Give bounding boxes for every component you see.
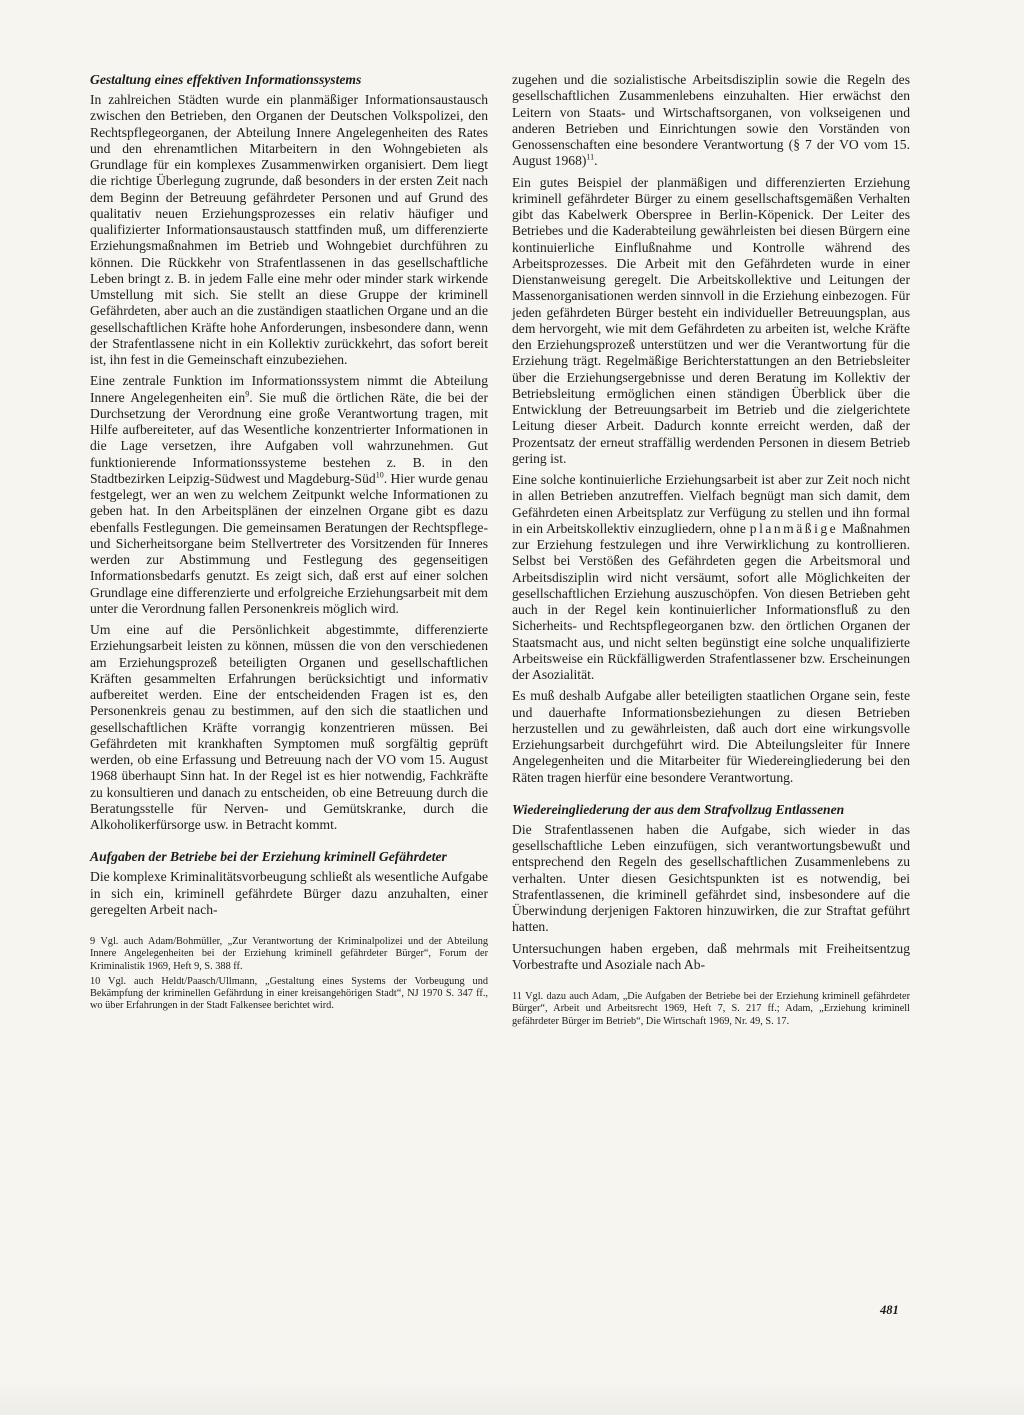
footnotes-right — [512, 991, 910, 1028]
section-heading-wiedereingliederung: Wiedereingliederung der aus dem Strafvollzug Entlassenen — [512, 801, 845, 817]
paragraph: Ein gutes Beispiel der planmäßigen und differenzierten Erziehung kriminell gefährdeter Bürger zu einem gesellschaftsgemäßen Verhalten gibt das Kabelwerk Oberspree in Berlin-Köpenick. Der Leiter des Betriebes und die Kaderabteilung gewährleisten bei diesen Bürgern eine kontinuierliche Einflußnahme und Kontrolle während des Arbeitsprozesses. Die Arbeit mit den Gefährdeten wurde in einer Dienstanweisung geregelt. Die Arbeitskollektive und Leitungen der Massenorganisationen werden sinnvoll in die Erziehung einbezogen. Für jeden gefährdeten Bürger besteht ein individueller Betreuungsplan, aus dem hervorgeht, wie mit dem Gefährdeten zu arbeiten ist, welche Kräfte den Erziehungsprozeß unterstützen und wer die Verantwortung für die Erziehung trägt. Regelmäßige Berichterstattungen an den Betriebsleiter über die Erziehungsergebnisse und deren Beratung im Kollektiv der Betriebsleitung ermöglichen einen ständigen Überblick über die Entwicklung der Betreuungsarbeit im Betrieb und die zielgerichtete Leitung dieser Arbeit. Dadurch konnte erreicht werden, daß der Prozentsatz der erneut straffällig werdenden Personen in diesem Betrieb gering ist. — [512, 174, 910, 466]
footnotes-left — [90, 936, 488, 1013]
footnote-9: 9 Vgl. auch Adam/Bohmüller, „Zur Verantwortung der Kriminalpolizei und der Abteilung Innere Angelegenheiten bei der Erziehung kriminell gefährdeter Bürger“, Forum der Kriminalistik 1969, Heft 9, S. 388 ff. — [90, 936, 488, 972]
footnote-10: 10 Vgl. auch Heldt/Paasch/Ullmann, „Gestaltung eines Systems der Vorbeugung und Bekämpfung der kriminellen Gefährdung in einer kreisangehörigen Stadt“, NJ 1970 S. 347 ff., wo über Erfahrungen in der Stadt Falkensee berichtet wird. — [90, 975, 488, 1012]
scan-shadow — [0, 1380, 1024, 1415]
footnote-ref: 11 — [586, 152, 595, 162]
text-run: Eine solche kontinuierliche Erziehungsarbeit ist aber zur Zeit noch nicht in allen Betrieben anzutreffen. Vielfach begnügt man sich damit, dem Gefährdeten einen Arbeitsplatz zur Verfügung zu stellen und ihn formal in ein Arbeitskollektiv einzugliedern, ohne — [512, 472, 910, 536]
text-run: Maßnahmen zur Erziehung festzulegen und ihre Verwirklichung zu kontrollieren. Selbst bei Verstößen des Gefährdeten gegen die Arbeitsmoral und Arbeitsdisziplin wird nicht versäumt, sofort alle Möglichkeiten der gesellschaftlichen Erziehung auszuschöpfen. Von diesen Betrieben geht auch in der Regel kein kontinuierlicher Informationsfluß zu den Sicherheits- und Rechtspflegeorganen bzw. den örtlichen Organen der Staatsmacht aus, und nicht selten begünstigt eine solche unqualifizierte Arbeitsweise ein Rückfälligwerden Strafentlassener bzw. Erscheinungen der Asozialität. — [512, 520, 910, 682]
footnote-ref: 9 — [245, 388, 250, 398]
paragraph — [512, 472, 910, 683]
paragraph: Die komplexe Kriminalitätsvorbeugung schließt als wesentliche Aufgabe in sich ein, kriminell gefährdete Bürger dazu anzuhalten, einer geregelten Arbeit nach- — [90, 869, 488, 917]
paragraph: Die Strafentlassenen haben die Aufgabe, sich wieder in das gesellschaftliche Leben einzufügen, sich verantwortungsbewußt und entsprechend den Regeln des gesellschaftlichen Zusammenlebens zu verhalten. Unter diesen Gesichtspunkten ist es notwendig, bei Strafentlassenen, die kriminell gefährdet sind, insbesondere auf die Überwindung derjenigen Faktoren hinzuwirken, die zur Straftat geführt hatten. — [512, 821, 910, 935]
paragraph: Es muß deshalb Aufgabe aller beteiligten staatlichen Organe sein, feste und dauerhafte Informationsbeziehungen zu diesen Betrieben herzustellen und zu gewährleisten, daß auch dort eine wirkungsvolle Erziehungsarbeit durchgeführt wird. Die Abteilungsleiter für Innere Angelegenheiten und die Mitarbeiter für Wiedereingliederung bei den Räten tragen hierfür eine besondere Verantwortung. — [512, 688, 910, 785]
section-heading-aufgaben-der-betriebe: Aufgaben der Betriebe bei der Erziehung kriminell Gefährdeter — [90, 849, 447, 865]
left-column — [90, 72, 488, 1016]
page-number: 481 — [880, 1303, 899, 1317]
paragraph: Um eine auf die Persönlichkeit abgestimmte, differenzierte Erziehungsarbeit leisten zu können, müssen die von den verschiedenen am Erziehungsprozeß beteiligten Organen und gesellschaftlichen Kräften gesammelten Erfahrungen berücksichtigt und informativ aufbereitet werden. Eine der entscheidenden Fragen ist es, den Personenkreis genau zu bestimmen, auf den sich die staatlichen und gesellschaftlichen Kräfte vorrangig konzentrieren müssen. Bei Gefährdeten mit krankhaften Symptomen muß sorgfältig geprüft werden, ob eine Erfassung und Betreuung nach der VO vom 15. August 1968 überhaupt Sinn hat. In der Regel ist es hier notwendig, Fachkräfte zu konsultieren und danach zu entscheiden, ob eine Betreuung durch die Beratungsstelle für Nerven- und Gemütskranke, durch die Alkoholikerfürsorge usw. in Betracht kommt. — [90, 622, 488, 832]
spaced-emphasis: planmäßige — [749, 520, 839, 536]
section-heading-informationssystem: Gestaltung eines effektiven Informationssystems — [90, 72, 362, 87]
right-column — [512, 72, 910, 1031]
footnote-11: 11 Vgl. dazu auch Adam, „Die Aufgaben der Betriebe bei der Erziehung kriminell gefährdeter Bürger“, Arbeit und Arbeitsrecht 1969, Heft 7, S. 217 ff.; Adam, „Erziehung kriminell gefährdeter Bürger im Betrieb“, Die Wirtschaft 1969, Nr. 49, S. 17. — [512, 991, 910, 1027]
footnote-ref: 10 — [375, 470, 384, 480]
text-run: . Sie muß die örtlichen Räte, die bei der Durchsetzung der Verordnung eine große Verantwortung tragen, mit Hilfe aufbereiteter, auf das Wesentliche konzentrierter Informationen in die Lage versetzen, ihre Aufgaben voll wahrzunehmen. Gut funktionierende Informationssysteme bestehen z. B. in den Stadtbezirken Leipzig-Südwest und Magdeburg-Süd — [90, 389, 488, 486]
paragraph: Untersuchungen haben ergeben, daß mehrmals mit Freiheitsentzug Vorbestrafte und Asoziale nach Ab- — [512, 940, 910, 972]
paragraph — [512, 72, 910, 170]
text-run: Eine zentrale Funktion im Informationssystem nimmt die Abteilung Innere Angelegenheiten ein — [90, 373, 488, 405]
text-run: . — [594, 153, 598, 169]
text-run: zugehen und die sozialistische Arbeitsdisziplin sowie die Regeln des gesellschaftlichen Zusammenlebens einzuhalten. Hier erwächst den Leitern von Staats- und Wirtschaftsorganen, von volkseigenen und anderen Betrieben und Einrichtungen sowie den Vorständen von Genossenschaften eine besondere Verantwortung (§ 7 der VO vom 15. August 1968) — [512, 72, 910, 169]
paragraph: In zahlreichen Städten wurde ein planmäßiger Informationsaustausch zwischen den Betrieben, den Organen der Deutschen Volkspolizei, den Rechtspflegeorganen, der Abteilung Innere Angelegenheiten des Rates und den ehrenamtlichen Mitarbeitern in den Wohngebieten als Grundlage für ein komplexes Zusammenwirken organisiert. Dem liegt die richtige Überlegung zugrunde, daß besonders in der ersten Zeit nach dem Beginn der Betreuung gefährdeter Personen und auf Grund des qualitativ neuen Erziehungsprozesses ein relativ häufiger und qualifizierter Informationsaustausch stattfinden muß, um differenzierte Erziehungsmaßnahmen im Betrieb und Wohngebiet durchführen zu können. Die Rückkehr von Strafentlassenen in das gesellschaftliche Leben bringt z. B. in jedem Falle eine mehr oder minder stark wirkende Umstellung mit sich. Sie stellt an diese Gruppe der kriminell Gefährdeten, aber auch an die zuständigen staatlichen Organe und an die gesellschaftlichen Kräfte hohe Anforderungen, insbesondere dann, wenn der Strafentlassene nicht in ein Kollektiv zurückkehrt, das sofort bereit ist, ihn fest in die Gemeinschaft einzubeziehen. — [90, 92, 488, 367]
paragraph — [90, 373, 488, 617]
text-run: . Hier wurde genau festgelegt, wer an wen zu welchem Zeitpunkt welche Informationen zu geben hat. In den Arbeitsplänen der einzelnen Organe gibt es dazu ebenfalls Festlegungen. Die gemeinsamen Beratungen der Rechtspflege- und Sicherheitsorgane beim Stellvertreter des Vorsitzenden für Inneres werden zur Abstimmung und Festlegung des gegenseitigen Informationsbedarfs genutzt. Es zeigt sich, daß erst auf einer solchen Grundlage eine differenzierte und erfolgreiche Erziehungsarbeit mit dem unter die Verordnung fallen Personenkreis möglich wird. — [90, 470, 488, 616]
